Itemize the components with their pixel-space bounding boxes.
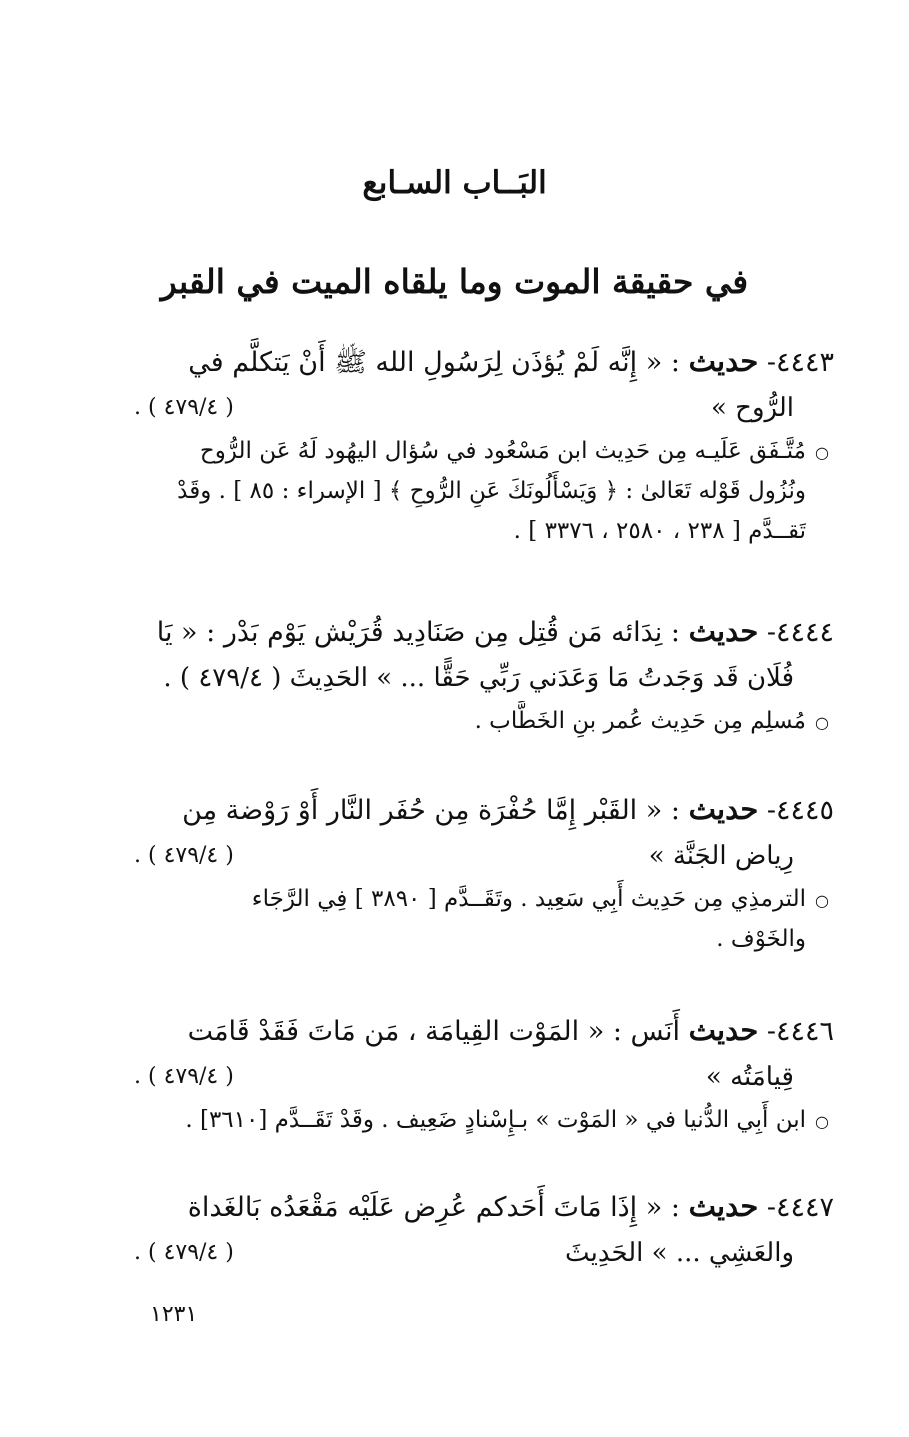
entry-note	[134, 431, 834, 551]
entry-note	[134, 701, 834, 741]
entry-heading-line	[134, 607, 834, 655]
circle-bullet-icon: ○	[815, 891, 829, 910]
entry-text: : « القَبْر إِمَّا حُفْرَة مِن حُفَر النَّار أَوْ رَوْضة مِن	[182, 795, 680, 826]
note-line: الترمذِي مِن حَدِيث أَبِي سَعِيد . وتَقَــدَّم [ ٣٨٩٠ ] فِي الرَّجَاء	[251, 886, 806, 912]
note-line: تَقــدَّم [ ٢٣٨ ، ٢٥٨٠ ، ٣٣٧٦ ] .	[513, 518, 806, 544]
hadith-entry-4444	[134, 607, 834, 741]
hadith-entry-4443	[134, 337, 834, 551]
entry-continuation	[134, 1230, 834, 1276]
hadith-entry-4445	[134, 785, 834, 959]
entry-number: ٤٤٤٥-	[766, 795, 834, 826]
entry-keyword: حديث	[688, 1189, 759, 1223]
entry-number: ٤٤٤٣-	[766, 347, 834, 378]
entry-reference: ( ٤٧٩/٤ ) .	[134, 1064, 234, 1089]
entry-continuation	[134, 833, 834, 879]
entry-text-cont: رِياض الجَنَّة »	[648, 841, 794, 871]
entry-keyword: حديث	[688, 792, 759, 826]
note-line: ونُزُول قَوْله تَعَالىٰ : ﴿ وَيَسْأَلُونَكَ عَنِ الرُّوحِ ﴾ [ الإسراء : ٨٥ ] . وقَدْ	[177, 478, 806, 504]
entry-number: ٤٤٤٧-	[766, 1192, 834, 1223]
entry-reference: ( ٤٧٩/٤ ) .	[134, 1240, 234, 1265]
entry-heading-line	[134, 337, 834, 385]
entry-note	[134, 879, 834, 959]
entry-continuation	[134, 385, 834, 431]
entry-continuation	[134, 655, 834, 701]
entry-text-cont: فُلَان قَد وَجَدتُ مَا وَعَدَني رَبِّي حَقًّا ... » الحَدِيثَ ( ٤٧٩/٤ ) .	[163, 663, 794, 693]
entry-heading-line	[134, 1006, 834, 1054]
note-line: مُتَّـفَق عَلَيـه مِن حَدِيث ابن مَسْعُود في سُؤال اليهُود لَهُ عَن الرُّوح	[199, 438, 806, 464]
entry-text: : « إِذَا مَاتَ أَحَدكم عُرِض عَلَيْه مَقْعَدُه بَالغَداة	[187, 1192, 680, 1223]
entry-text: : « إِنَّه لَمْ يُؤذَن لِرَسُولِ الله ﷺ أَنْ يَتكلَّم في	[188, 347, 680, 378]
circle-bullet-icon: ○	[815, 1112, 829, 1131]
entry-continuation	[134, 1054, 834, 1100]
entry-keyword: حديث	[688, 1013, 759, 1047]
entry-text: أَنَس : « المَوْت القِيامَة ، مَن مَاتَ فَقَدْ قَامَت	[187, 1016, 680, 1047]
entry-number: ٤٤٤٤-	[766, 617, 834, 648]
note-line: ابن أَبِي الدُّنيا في « المَوْت » بـإِسْنادٍ ضَعِيف . وقَدْ تَقَــدَّم [٣٦١٠] .	[185, 1107, 806, 1133]
page-number: ١٢٣١	[150, 1302, 198, 1327]
hadith-entry-4446	[134, 1006, 834, 1140]
entry-heading-line	[134, 1182, 834, 1230]
entry-text-cont: والعَشِي ... » الحَدِيثَ	[565, 1238, 794, 1268]
entry-note	[134, 1100, 834, 1140]
entry-heading-line	[134, 785, 834, 833]
entry-text-cont: الرُّوح »	[710, 393, 794, 423]
circle-bullet-icon: ○	[815, 443, 829, 462]
entry-keyword: حديث	[688, 614, 759, 648]
section-title: في حقيقة الموت وما يلقاه الميت في القبر	[160, 262, 749, 301]
note-line: والخَوْف .	[716, 926, 806, 952]
chapter-heading: البَــاب السـابع	[362, 165, 547, 201]
entry-keyword: حديث	[688, 344, 759, 378]
circle-bullet-icon: ○	[815, 713, 829, 732]
entry-reference: ( ٤٧٩/٤ ) .	[134, 843, 234, 868]
note-line: مُسلِم مِن حَدِيث عُمر بنِ الخَطَّاب .	[474, 708, 806, 734]
entry-reference: ( ٤٧٩/٤ ) .	[134, 395, 234, 420]
entry-text-cont: قِيامَتُه »	[705, 1062, 794, 1092]
hadith-entry-4447	[134, 1182, 834, 1276]
entry-number: ٤٤٤٦-	[766, 1016, 834, 1047]
entry-text: : نِدَائه مَن قُتِل مِن صَنَادِيد قُرَيْش يَوْم بَدْر : « يَا	[156, 617, 680, 648]
